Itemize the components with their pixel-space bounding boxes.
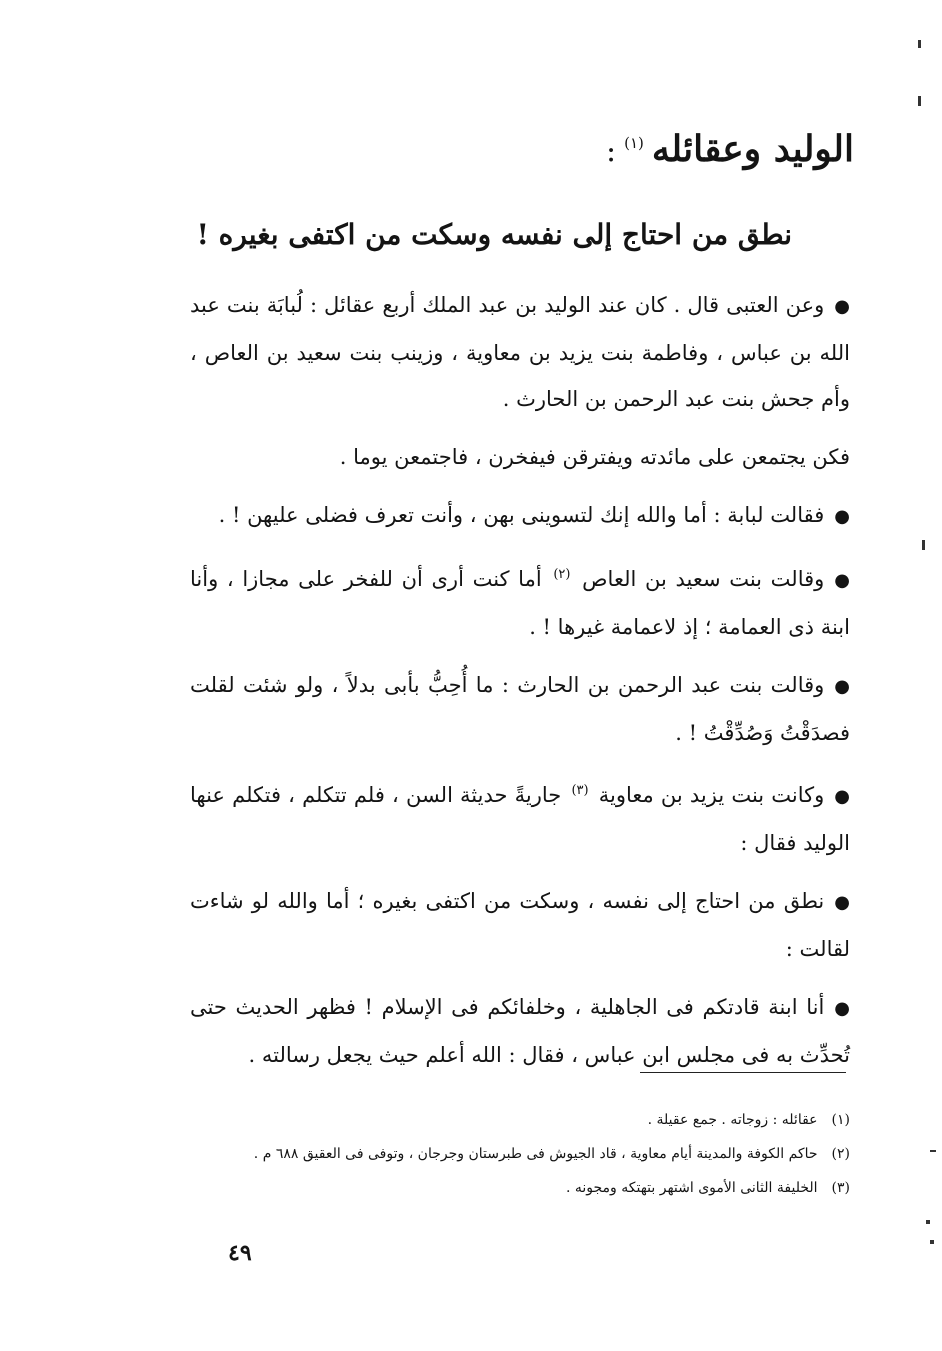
paragraph-text: وقالت بنت سعيد بن العاص [582, 567, 825, 591]
paragraph-text: فكن يجتمعن على مائدته ويفترقن فيفخرن ، فاجتمعن يوما . [339, 445, 850, 469]
scan-edge-mark [930, 1240, 934, 1244]
body-text [190, 282, 850, 1090]
footnote-reference: (٢) [553, 567, 571, 582]
footnote [190, 1171, 850, 1205]
bullet-icon: ● [834, 570, 850, 591]
scan-edge-mark [926, 1220, 930, 1224]
paragraph-text: وعن العتبى قال . كان عند الوليد بن عبد الملك أربع عقائل : لُبابَة بنت عبد الله بن عباس ، وفاطمة بنت يزيد بن معاوية ، وزينب بنت سعيد بن العاص ، وأم جحش بنت عبد الرحمن بن الحارث . [190, 293, 850, 411]
footnotes [190, 1103, 850, 1205]
page-number: ٤٩ [228, 1240, 252, 1266]
chapter-title-footnote-mark: (١) [624, 134, 644, 152]
footnote-number: (٣) [831, 1180, 850, 1196]
paragraph [190, 492, 850, 540]
chapter-title-text: الوليد وعقائله [651, 128, 854, 170]
footnote-number: (٢) [831, 1146, 850, 1162]
footnote-number: (١) [831, 1112, 850, 1128]
paragraph [190, 282, 850, 422]
footnote-text: حاكم الكوفة والمدينة أيام معاوية ، قاد الجيوش فى طبرستان وجرجان ، وتوفى فى العقيق ٦٨٨ م . [253, 1146, 818, 1162]
chapter-title [606, 128, 854, 171]
bullet-icon: ● [834, 998, 850, 1019]
bullet-icon: ● [834, 296, 850, 317]
scan-edge-mark [918, 96, 921, 106]
paragraph-text: فقالت لبابة : أما والله إنك لتسوينى بهن ، وأنت تعرف فضلى عليهن ! . [218, 503, 825, 527]
scan-edge-mark [918, 40, 921, 48]
footnote [190, 1137, 850, 1171]
paragraph [190, 984, 850, 1078]
paragraph-text: وكانت بنت يزيد بن معاوية [598, 783, 825, 807]
footnote-text: عقائله : زوجاته . جمع عقيلة . [647, 1112, 818, 1128]
footnote [190, 1103, 850, 1137]
paragraph [190, 768, 850, 866]
bullet-icon: ● [834, 892, 850, 913]
bullet-icon: ● [834, 786, 850, 807]
bullet-icon: ● [834, 676, 850, 697]
footnote-reference: (٣) [571, 783, 589, 798]
scan-edge-mark [930, 1150, 936, 1152]
paragraph [190, 662, 850, 756]
paragraph-text: وقالت بنت عبد الرحمن بن الحارث : ما أُحِبُّ بأبى بدلاً ، ولو شئت لقلت فصدَقْتُ وَصُدِّقْتُ ! . [190, 673, 850, 745]
bullet-icon: ● [834, 506, 850, 527]
paragraph-text: أنا ابنة قادتكم فى الجاهلية ، وخلفائكم فى الإسلام ! فظهر الحديث حتى تُحدِّث به فى مجلس ابن عباس ، فقال : الله أعلم حيث يجعل رسالته . [190, 995, 850, 1067]
paragraph-text: أما كنت أرى أن للفخر على مجازا ، وأنا ابنة ذى العمامة ؛ إذ لاعمامة غيرها ! . [190, 567, 850, 639]
paragraph [190, 552, 850, 650]
footnote-text: الخليفة الثانى الأموى اشتهر بتهتكه ومجونه . [565, 1180, 818, 1196]
footnote-separator [640, 1072, 846, 1073]
paragraph [190, 434, 850, 480]
paragraph [190, 878, 850, 972]
chapter-title-colon: : [605, 134, 617, 169]
section-subtitle: نطق من احتاج إلى نفسه وسكت من اكتفى بغيره ! [196, 218, 792, 251]
paragraph-text: جاريةً حديثة السن ، فلم تتكلم ، فتكلم عنها الوليد فقال : [190, 783, 850, 855]
paragraph-text: نطق من احتاج إلى نفسه ، وسكت من اكتفى بغيره ؛ أما والله لو شاءت لقالت : [190, 889, 850, 961]
scan-edge-mark [922, 540, 925, 550]
